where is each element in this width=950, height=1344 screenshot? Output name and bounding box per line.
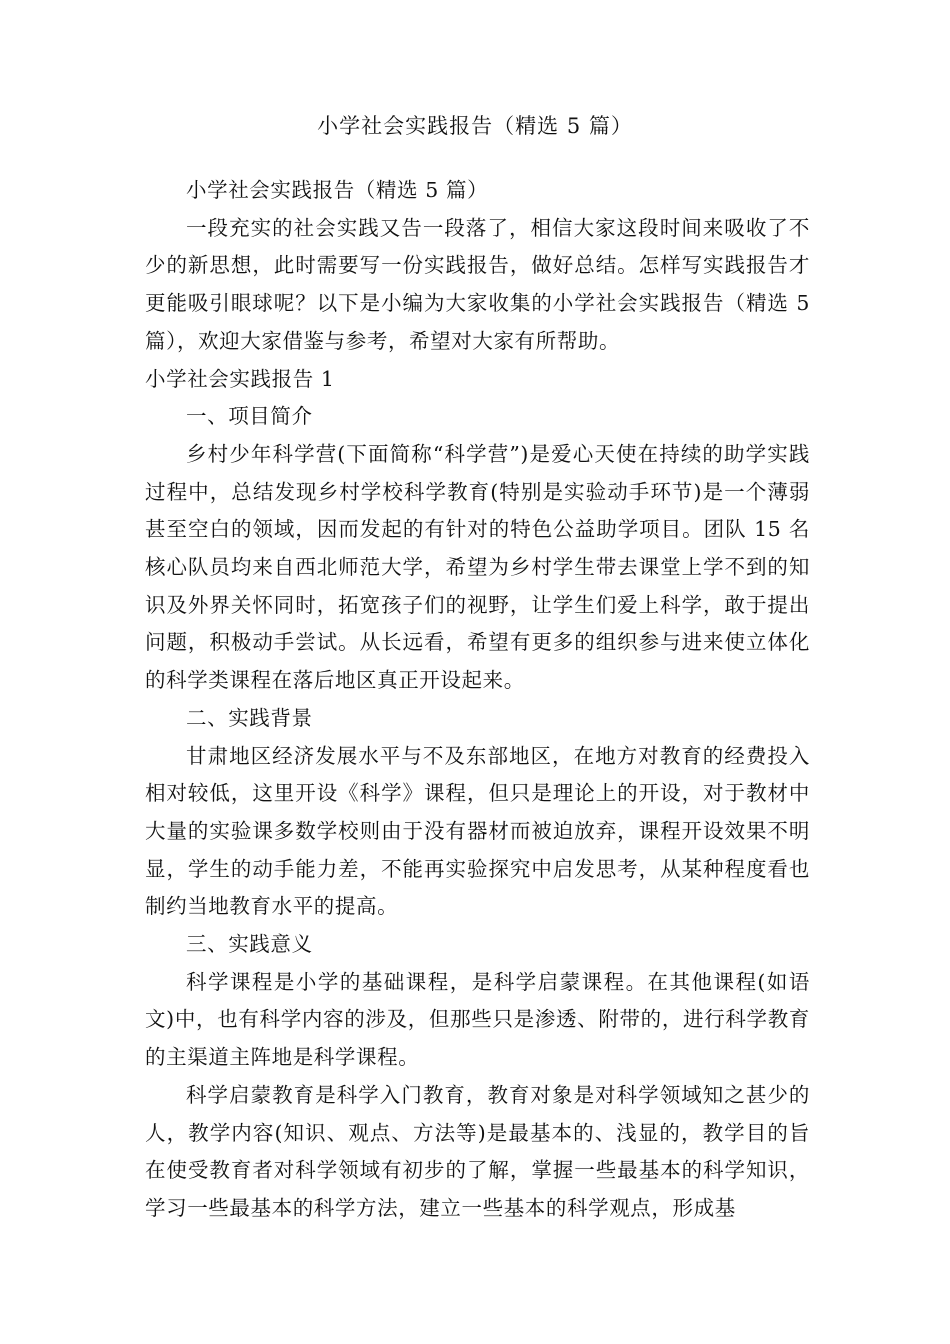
heading-project-intro: 一、项目简介 [186, 404, 313, 429]
project-intro-paragraph: 乡村少年科学营(下面简称“科学营”)是爱心天使在持续的助学实践过程中，总结发现乡村学校科学教育(特别是实验动手环节)是一个薄弱甚至空白的领域，因而发起的有针对的特色公益助学项目。团队 15 名核心队员均来自西北师范大学，希望为乡村学生带去课堂上学不到的知识及外界关怀同时，拓宽孩子们的视野，让学生们爱上科学，敢于提出问题，积极动手尝试。从长远看，希望有更多的组织参与进来使立体化的科学类课程在落后地区真正开设起来。 [145, 441, 810, 693]
document-body [145, 172, 810, 1228]
significance-paragraph-2: 科学启蒙教育是科学入门教育，教育对象是对科学领域知之甚少的人，教学内容(知识、观点、方法等)是最基本的、浅显的，教学目的旨在使受教育者对科学领域有初步的了解，掌握一些最基本的科学知识，学习一些最基本的科学方法，建立一些基本的科学观点，形成基 [145, 1082, 810, 1220]
practice-background-paragraph: 甘肃地区经济发展水平与不及东部地区，在地方对教育的经费投入相对较低，这里开设《科学》课程，但只是理论上的开设，对于教材中大量的实验课多数学校则由于没有器材而被迫放弃，课程开设效果不明显，学生的动手能力差，不能再实验探究中启发思考，从某种程度看也制约当地教育水平的提高。 [145, 743, 810, 919]
subtitle-paragraph: 小学社会实践报告（精选 5 篇） [186, 178, 489, 202]
heading-practice-background: 二、实践背景 [186, 705, 313, 730]
section-heading-report-1: 小学社会实践报告 1 [145, 366, 335, 391]
document-title: 小学社会实践报告（精选 5 篇） [317, 114, 633, 138]
intro-paragraph: 一段充实的社会实践又告一段落了，相信大家这段时间来吸收了不少的新思想，此时需要写一份实践报告，做好总结。怎样写实践报告才更能吸引眼球呢？以下是小编为大家收集的小学社会实践报告（精选 5 篇），欢迎大家借鉴与参考，希望对大家有所帮助。 [145, 215, 810, 353]
heading-practice-significance: 三、实践意义 [186, 932, 313, 957]
significance-paragraph-1: 科学课程是小学的基础课程，是科学启蒙课程。在其他课程(如语文)中，也有科学内容的涉及，但那些只是渗透、附带的，进行科学教育的主渠道主阵地是科学课程。 [145, 969, 810, 1070]
